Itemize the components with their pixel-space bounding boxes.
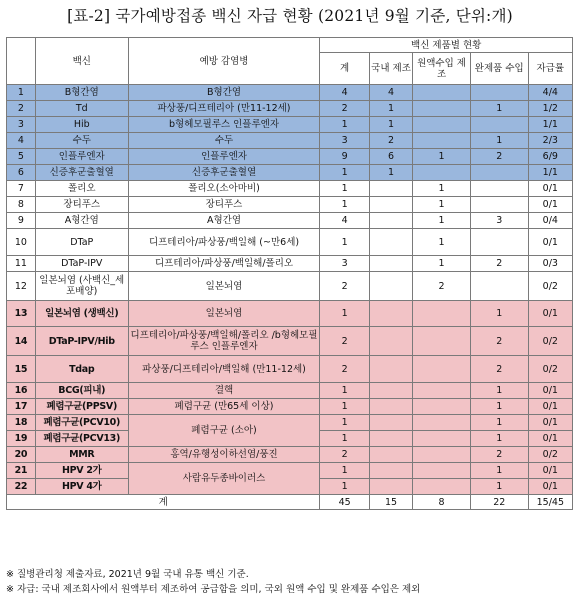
total-count: 3 — [320, 256, 369, 272]
table-row — [7, 463, 573, 479]
table-row — [7, 383, 573, 399]
total-count: 1 — [320, 165, 369, 181]
header-self-sufficiency: 자급률 — [528, 53, 572, 85]
vaccine-table — [6, 37, 573, 510]
row-number: 13 — [7, 301, 36, 327]
vaccine-name: 장티푸스 — [35, 197, 128, 213]
header-vaccine: 백신 — [35, 38, 128, 85]
header-total: 계 — [320, 53, 369, 85]
api-import-count — [413, 117, 471, 133]
row-number: 7 — [7, 181, 36, 197]
vaccine-name: HPV 4가 — [35, 479, 128, 495]
disease-name: 일본뇌염 — [128, 272, 320, 301]
self-sufficiency-rate: 0/1 — [528, 431, 572, 447]
disease-name: b형헤모필루스 인플루엔자 — [128, 117, 320, 133]
disease-name: 수두 — [128, 133, 320, 149]
api-import-count: 2 — [413, 272, 471, 301]
domestic-count — [369, 356, 412, 383]
row-number: 4 — [7, 133, 36, 149]
total-api: 8 — [413, 495, 471, 510]
table-row — [7, 399, 573, 415]
self-sufficiency-rate: 0/1 — [528, 399, 572, 415]
footnote: ※ 자급: 국내 제조회사에서 원액부터 제조하여 공급함을 의미, 국외 원액 수입 및 완제품 수입은 제외 — [6, 584, 421, 595]
api-import-count — [413, 399, 471, 415]
table-row — [7, 415, 573, 431]
domestic-count: 1 — [369, 117, 412, 133]
domestic-count — [369, 229, 412, 256]
self-sufficiency-rate: 0/2 — [528, 356, 572, 383]
row-number: 22 — [7, 479, 36, 495]
domestic-count — [369, 197, 412, 213]
footnotes — [6, 567, 420, 597]
total-count: 1 — [320, 117, 369, 133]
domestic-count — [369, 399, 412, 415]
total-rate: 15/45 — [528, 495, 572, 510]
total-count: 2 — [320, 447, 369, 463]
total-count: 1 — [320, 181, 369, 197]
total-count: 4 — [320, 213, 369, 229]
disease-name: 폴리오(소아마비) — [128, 181, 320, 197]
finished-import-count: 1 — [470, 133, 528, 149]
api-import-count — [413, 133, 471, 149]
total-count: 2 — [320, 101, 369, 117]
finished-import-count: 2 — [470, 447, 528, 463]
row-number: 11 — [7, 256, 36, 272]
self-sufficiency-rate: 1/1 — [528, 117, 572, 133]
domestic-count — [369, 327, 412, 356]
api-import-count: 1 — [413, 197, 471, 213]
total-count: 1 — [320, 415, 369, 431]
row-number: 9 — [7, 213, 36, 229]
table-row — [7, 272, 573, 301]
self-sufficiency-rate: 0/2 — [528, 447, 572, 463]
disease-name: A형간염 — [128, 213, 320, 229]
total-finished: 22 — [470, 495, 528, 510]
vaccine-name: DTaP-IPV — [35, 256, 128, 272]
finished-import-count: 1 — [470, 479, 528, 495]
row-number: 1 — [7, 85, 36, 101]
table-row — [7, 133, 573, 149]
api-import-count — [413, 85, 471, 101]
finished-import-count: 1 — [470, 415, 528, 431]
self-sufficiency-rate: 0/2 — [528, 327, 572, 356]
vaccine-name: DTaP-IPV/Hib — [35, 327, 128, 356]
row-number: 12 — [7, 272, 36, 301]
vaccine-name: MMR — [35, 447, 128, 463]
api-import-count: 1 — [413, 213, 471, 229]
self-sufficiency-rate: 4/4 — [528, 85, 572, 101]
vaccine-name: BCG(피내) — [35, 383, 128, 399]
self-sufficiency-rate: 0/2 — [528, 272, 572, 301]
vaccine-name: Tdap — [35, 356, 128, 383]
footnote: ※ 질병관리청 제출자료, 2021년 9월 국내 유통 백신 기준. — [6, 569, 249, 580]
row-number: 17 — [7, 399, 36, 415]
finished-import-count — [470, 229, 528, 256]
disease-name: 디프테리아/파상풍/백일해/폴리오 /b형헤모필루스 인플루엔자 — [128, 327, 320, 356]
vaccine-name: 폐렴구균(PCV10) — [35, 415, 128, 431]
domestic-count — [369, 415, 412, 431]
domestic-count — [369, 181, 412, 197]
total-domestic: 15 — [369, 495, 412, 510]
header-product-status: 백신 제품별 현황 — [320, 38, 573, 53]
total-count: 1 — [320, 463, 369, 479]
finished-import-count: 1 — [470, 301, 528, 327]
finished-import-count — [470, 181, 528, 197]
disease-name: 사람유두종바이러스 — [128, 463, 320, 495]
domestic-count — [369, 447, 412, 463]
header-api-import: 원액수입 제조 — [413, 53, 471, 85]
api-import-count: 1 — [413, 256, 471, 272]
domestic-count — [369, 272, 412, 301]
self-sufficiency-rate: 1/2 — [528, 101, 572, 117]
vaccine-name: 수두 — [35, 133, 128, 149]
total-count: 9 — [320, 149, 369, 165]
api-import-count — [413, 356, 471, 383]
finished-import-count: 1 — [470, 463, 528, 479]
total-sum: 45 — [320, 495, 369, 510]
total-count: 4 — [320, 85, 369, 101]
api-import-count — [413, 383, 471, 399]
vaccine-name: 일본뇌염 (사백신_세포배양) — [35, 272, 128, 301]
finished-import-count: 2 — [470, 149, 528, 165]
finished-import-count — [470, 85, 528, 101]
finished-import-count: 2 — [470, 356, 528, 383]
vaccine-name: 인플루엔자 — [35, 149, 128, 165]
table-row — [7, 256, 573, 272]
total-count: 2 — [320, 272, 369, 301]
table-row — [7, 181, 573, 197]
self-sufficiency-rate: 0/1 — [528, 383, 572, 399]
domestic-count: 6 — [369, 149, 412, 165]
total-count: 1 — [320, 431, 369, 447]
disease-name: 디프테리아/파상풍/백일해 (~만6세) — [128, 229, 320, 256]
vaccine-name: DTaP — [35, 229, 128, 256]
vaccine-name: 폴리오 — [35, 181, 128, 197]
api-import-count — [413, 463, 471, 479]
total-count: 2 — [320, 356, 369, 383]
total-count: 1 — [320, 399, 369, 415]
total-count: 1 — [320, 229, 369, 256]
api-import-count — [413, 415, 471, 431]
domestic-count — [369, 479, 412, 495]
finished-import-count — [470, 197, 528, 213]
disease-name: B형간염 — [128, 85, 320, 101]
disease-name: 파상풍/디프테리아/백일해 (만11-12세) — [128, 356, 320, 383]
finished-import-count: 1 — [470, 101, 528, 117]
api-import-count: 1 — [413, 149, 471, 165]
vaccine-name: B형간염 — [35, 85, 128, 101]
finished-import-count — [470, 272, 528, 301]
disease-name: 폐렴구균 (만65세 이상) — [128, 399, 320, 415]
row-number: 10 — [7, 229, 36, 256]
api-import-count: 1 — [413, 181, 471, 197]
api-import-count — [413, 447, 471, 463]
total-count: 2 — [320, 327, 369, 356]
api-import-count — [413, 431, 471, 447]
disease-name: 결핵 — [128, 383, 320, 399]
table-row — [7, 117, 573, 133]
vaccine-name: Td — [35, 101, 128, 117]
table-row — [7, 165, 573, 181]
domestic-count — [369, 213, 412, 229]
api-import-count: 1 — [413, 229, 471, 256]
self-sufficiency-rate: 6/9 — [528, 149, 572, 165]
total-count: 1 — [320, 479, 369, 495]
disease-name: 장티푸스 — [128, 197, 320, 213]
row-number: 14 — [7, 327, 36, 356]
vaccine-name: 일본뇌염 (생백신) — [35, 301, 128, 327]
disease-name: 홍역/유행성이하선염/풍진 — [128, 447, 320, 463]
row-number: 21 — [7, 463, 36, 479]
finished-import-count — [470, 117, 528, 133]
header-finished-import: 완제품 수입 — [470, 53, 528, 85]
domestic-count — [369, 431, 412, 447]
domestic-count — [369, 463, 412, 479]
domestic-count — [369, 256, 412, 272]
domestic-count: 2 — [369, 133, 412, 149]
table-title: [표-2] 국가예방접종 백신 자급 현황 (2021년 9월 기준, 단위:개) — [67, 7, 513, 25]
disease-name: 폐렴구균 (소아) — [128, 415, 320, 447]
vaccine-name: 신증후군출혈열 — [35, 165, 128, 181]
domestic-count — [369, 383, 412, 399]
finished-import-count: 2 — [470, 256, 528, 272]
self-sufficiency-rate: 0/1 — [528, 229, 572, 256]
row-number: 5 — [7, 149, 36, 165]
table-row — [7, 101, 573, 117]
api-import-count — [413, 165, 471, 181]
self-sufficiency-rate: 0/1 — [528, 479, 572, 495]
disease-name: 디프테리아/파상풍/백일해/폴리오 — [128, 256, 320, 272]
row-number: 2 — [7, 101, 36, 117]
self-sufficiency-rate: 0/1 — [528, 463, 572, 479]
disease-name: 신증후군출혈열 — [128, 165, 320, 181]
header-disease: 예방 감염병 — [128, 38, 320, 85]
row-number: 20 — [7, 447, 36, 463]
row-number: 19 — [7, 431, 36, 447]
total-count: 1 — [320, 197, 369, 213]
self-sufficiency-rate: 1/1 — [528, 165, 572, 181]
finished-import-count: 1 — [470, 399, 528, 415]
api-import-count — [413, 101, 471, 117]
header-no — [7, 38, 36, 85]
self-sufficiency-rate: 2/3 — [528, 133, 572, 149]
table-row — [7, 356, 573, 383]
finished-import-count: 2 — [470, 327, 528, 356]
vaccine-name: 폐렴구균(PCV13) — [35, 431, 128, 447]
vaccine-name: HPV 2가 — [35, 463, 128, 479]
domestic-count: 4 — [369, 85, 412, 101]
disease-name: 인플루엔자 — [128, 149, 320, 165]
finished-import-count: 3 — [470, 213, 528, 229]
row-number: 8 — [7, 197, 36, 213]
table-row — [7, 301, 573, 327]
self-sufficiency-rate: 0/1 — [528, 197, 572, 213]
self-sufficiency-rate: 0/1 — [528, 181, 572, 197]
total-label: 계 — [7, 495, 320, 510]
domestic-count: 1 — [369, 165, 412, 181]
row-number: 16 — [7, 383, 36, 399]
finished-import-count: 1 — [470, 431, 528, 447]
table-row — [7, 229, 573, 256]
vaccine-name: 폐렴구균(PPSV) — [35, 399, 128, 415]
vaccine-name: Hib — [35, 117, 128, 133]
disease-name: 일본뇌염 — [128, 301, 320, 327]
table-row — [7, 327, 573, 356]
finished-import-count: 1 — [470, 383, 528, 399]
row-number: 18 — [7, 415, 36, 431]
row-number: 15 — [7, 356, 36, 383]
row-number: 3 — [7, 117, 36, 133]
vaccine-name: A형간염 — [35, 213, 128, 229]
api-import-count — [413, 479, 471, 495]
table-row — [7, 447, 573, 463]
api-import-count — [413, 327, 471, 356]
domestic-count — [369, 301, 412, 327]
table-row — [7, 149, 573, 165]
table-row — [7, 85, 573, 101]
total-count: 1 — [320, 301, 369, 327]
self-sufficiency-rate: 0/1 — [528, 415, 572, 431]
table-row — [7, 213, 573, 229]
table-row — [7, 197, 573, 213]
self-sufficiency-rate: 0/4 — [528, 213, 572, 229]
total-count: 3 — [320, 133, 369, 149]
row-number: 6 — [7, 165, 36, 181]
api-import-count — [413, 301, 471, 327]
header-domestic: 국내 제조 — [369, 53, 412, 85]
disease-name: 파상풍/디프테리아 (만11-12세) — [128, 101, 320, 117]
finished-import-count — [470, 165, 528, 181]
self-sufficiency-rate: 0/1 — [528, 301, 572, 327]
total-count: 1 — [320, 383, 369, 399]
domestic-count: 1 — [369, 101, 412, 117]
self-sufficiency-rate: 0/3 — [528, 256, 572, 272]
